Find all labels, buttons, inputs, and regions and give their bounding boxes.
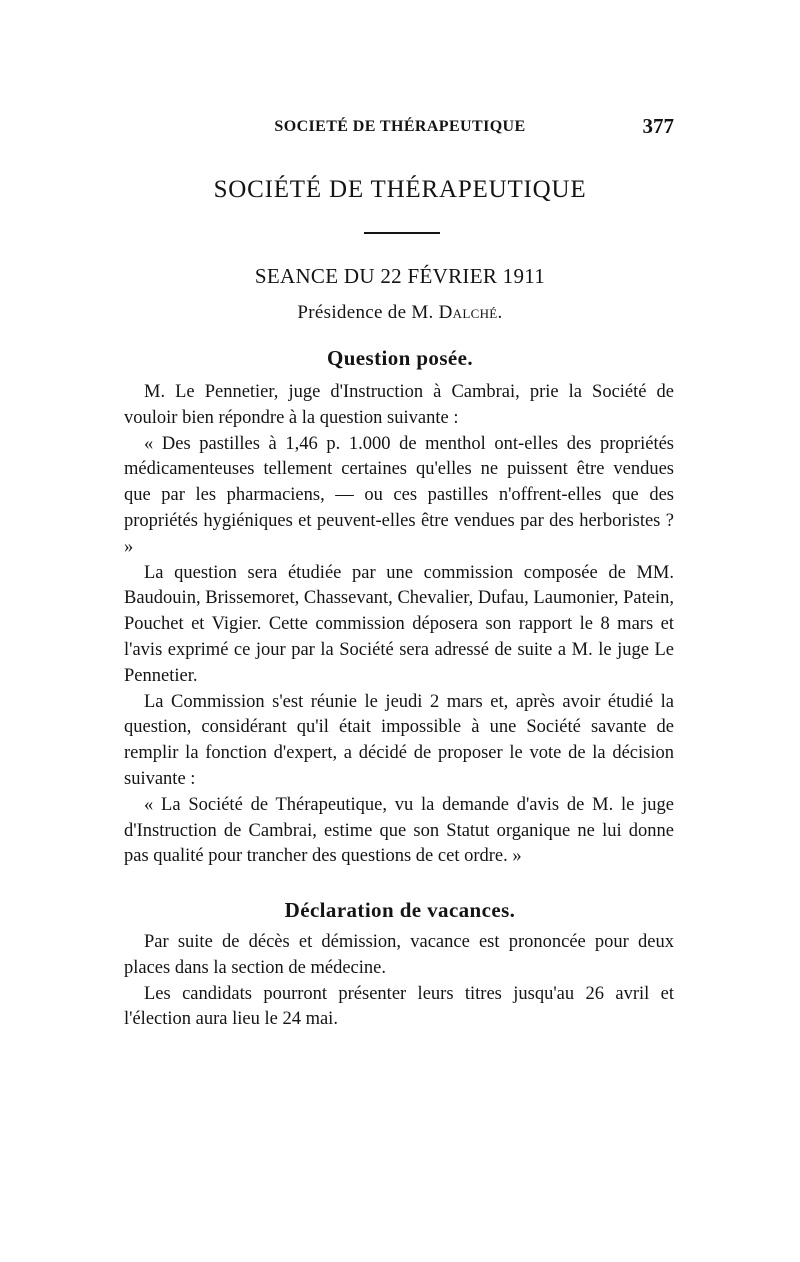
paragraph: « Des pastilles à 1,46 p. 1.000 de menthol ont-elles des propriétés médicamenteuses tellement certaines qu'elles ne puissent être vendues que par les pharmaciens, — ou ces pastilles n'offrent-elles que des propriétés hygiéniques et peuvent-elles être vendues par des herboristes ? » <box>124 433 674 557</box>
paragraph: La Commission s'est réunie le jeudi 2 mars et, après avoir étudié la question, considérant qu'il était impossible à une Société savante de remplir la fonction d'expert, a décidé de proposer le vote de la décision suivante : <box>124 691 674 789</box>
running-head <box>0 114 800 140</box>
title-divider <box>364 232 440 234</box>
paragraph: Les candidats pourront présenter leurs titres jusqu'au 26 avril et l'élection aura lieu le 24 mai. <box>124 983 674 1030</box>
page-number: 377 <box>642 114 674 138</box>
running-head-title: SOCIETÉ DE THÉRAPEUTIQUE <box>274 118 526 135</box>
paragraph: La question sera étudiée par une commission composée de MM. Baudouin, Brissemoret, Chassevant, Chevalier, Dufau, Laumonier, Patein, Pouchet et Vigier. Cette commission déposera son rapport le 8 mars et l'avis exprimé ce jour par la Société sera adressé de suite a M. le juge Le Pennetier. <box>124 562 674 686</box>
presidence-prefix: Présidence de M. <box>297 302 439 323</box>
page-title: SOCIÉTÉ DE THÉRAPEUTIQUE <box>213 176 587 203</box>
section-heading-question: Question posée. <box>326 346 473 370</box>
section-body-question <box>124 380 674 870</box>
paragraph: Par suite de décès et démission, vacance est prononcée pour deux places dans la section de médecine. <box>124 932 674 978</box>
section-body-vacances <box>124 930 674 1033</box>
presidence-line <box>0 302 800 324</box>
session-date: SEANCE DU 22 FÉVRIER 1911 <box>254 264 546 288</box>
paragraph: M. Le Pennetier, juge d'Instruction à Cambrai, prie la Société de vouloir bien répondre à la question suivante : <box>124 382 674 428</box>
president-name: Dalché. <box>438 302 503 323</box>
paragraph: « La Société de Thérapeutique, vu la demande d'avis de M. le juge d'Instruction de Cambrai, estime que son Statut organique ne lui donne pas qualité pour trancher des questions de cet ordre. » <box>124 794 674 867</box>
section-heading-vacances: Déclaration de vacances. <box>284 898 516 922</box>
